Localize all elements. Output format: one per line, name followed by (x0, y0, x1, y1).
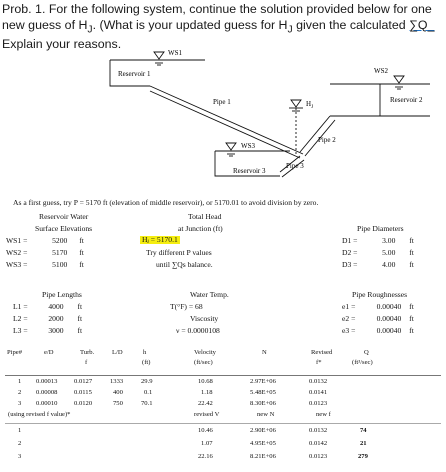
table-cell: 4.95E+05 (250, 440, 276, 447)
unit-label: ft (79, 260, 84, 269)
table-cell: 0.0142 (309, 440, 328, 447)
water-surface-icon (226, 143, 236, 150)
col-subheader-fstar: f* (316, 359, 322, 366)
col-subheader-ft: (ft) (142, 359, 151, 366)
unit-label: ft (79, 248, 84, 257)
diameters-header: Pipe Diameters (357, 224, 404, 233)
col-header-pipe: Pipe# (7, 349, 23, 356)
col-header-nr: N (262, 349, 267, 356)
col-header-ld: L/D (112, 349, 123, 356)
water-surface-icon (291, 100, 301, 107)
prompt-sum-q: ∑Q (409, 17, 428, 32)
d1-value: 3.00 (382, 236, 396, 245)
water-temp-value: T(°F) = 68 (170, 302, 203, 311)
col-header-new-f: new f (316, 411, 331, 418)
table-top-rule (5, 375, 441, 376)
water-surface-icon (394, 76, 404, 83)
e1-value: 0.00040 (376, 302, 402, 311)
e2-label: e2 = (342, 314, 356, 323)
unit-label: ft (409, 326, 414, 335)
e2-value: 0.00040 (376, 314, 402, 323)
total-head-note-2: until ∑Qs balance. (156, 260, 213, 269)
e3-label: e3 = (342, 326, 356, 335)
table-cell: 3 (18, 400, 22, 407)
col-header-ed: e/D (44, 349, 54, 356)
table-cell: 0.1 (144, 389, 153, 396)
table-mid-rule (5, 423, 441, 424)
viscosity-label: Viscosity (190, 314, 219, 323)
first-guess-note: As a first guess, try P = 5170 ft (elevation of middle reservoir), or 5170.01 to avoid division by zero. (13, 198, 319, 207)
three-reservoir-diagram (0, 44, 446, 190)
d1-row (342, 237, 414, 245)
table-cell: 10.46 (198, 427, 213, 434)
reservoir-3-label: Reservoir 3 (233, 167, 266, 175)
viscosity-value: ν = 0.0000108 (176, 326, 220, 335)
table-cell: 0.00010 (36, 400, 58, 407)
table-cell: 70.1 (141, 400, 153, 407)
hj-guess-value: Hⱼ = 5170.1 (142, 235, 178, 244)
table-cell: 1.07 (201, 440, 213, 447)
ws1-label: WS1 = (6, 236, 28, 245)
unit-label: ft (79, 236, 84, 245)
col-subheader-f: f (85, 359, 88, 366)
total-head-header-1: Total Head (188, 212, 222, 221)
hj-subscript: J (311, 105, 314, 110)
col-header-turb: Turb. (80, 349, 95, 356)
table-cell: 3 (18, 453, 22, 460)
pipe-1 (150, 86, 303, 158)
prompt-text: new guess of H (2, 17, 88, 32)
table-cell: 1333 (110, 378, 124, 385)
l3-label: L3 = (13, 326, 28, 335)
table-cell: 2.90E+06 (250, 427, 276, 434)
lengths-header: Pipe Lengths (42, 290, 82, 299)
reservoir-1-label: Reservoir 1 (118, 70, 151, 78)
col-subheader-ftsec: (ft/sec) (194, 359, 213, 366)
l3-value: 3000 (48, 326, 64, 335)
elevations-header-1: Reservoir Water (39, 212, 89, 221)
table-cell: 0.00013 (36, 378, 58, 385)
table-cell: 0.0120 (74, 400, 93, 407)
table-cell: 8.30E+06 (250, 400, 276, 407)
table-cell: 2 (18, 389, 22, 396)
table-cell: 1 (18, 427, 22, 434)
table-cell: 1 (18, 378, 22, 385)
pipe-2-label: Pipe 2 (318, 136, 336, 144)
ws3-label: WS3 (241, 142, 255, 150)
prompt-underscore: _ (427, 17, 435, 32)
unit-label: ft (409, 248, 414, 257)
e1-row (342, 303, 414, 311)
table-cell: 22.16 (198, 453, 213, 460)
col-header-q: Q (364, 349, 369, 356)
hj-letter: H (306, 100, 312, 108)
ws1-label: WS1 (168, 49, 182, 57)
junction-head-marker (289, 100, 303, 154)
revised-label: (using revised f value)* (8, 411, 71, 418)
water-surface-icon (154, 52, 164, 59)
l1-row (13, 303, 82, 311)
l2-value: 2000 (48, 314, 64, 323)
ws2-label: WS2 (374, 67, 388, 75)
ws3-value: 5100 (52, 260, 68, 269)
table-cell: 0.0115 (74, 389, 92, 396)
col-subheader-ft3sec: (ft³/sec) (352, 359, 373, 366)
prompt-subscript: J (87, 23, 93, 35)
table-cell: 10.68 (198, 378, 213, 385)
l2-label: L2 = (13, 314, 28, 323)
table-cell: 2 (18, 440, 22, 447)
d2-row (342, 249, 414, 257)
pipe-3-label: Pipe 3 (286, 162, 304, 170)
ws3-label: WS3 = (6, 260, 28, 269)
ws1-row (6, 237, 84, 245)
col-header-new-nr: new N (257, 411, 275, 418)
d2-label: D2 = (342, 248, 358, 257)
table-cell: 0.0123 (309, 453, 328, 460)
total-head-note-1: Try different P values (146, 248, 212, 257)
col-header-velocity: Velocity (194, 349, 216, 356)
table-cell: 29.9 (141, 378, 153, 385)
ws1-value: 5200 (52, 236, 68, 245)
unit-label: ft (409, 314, 414, 323)
prompt-subscript: J (287, 23, 293, 35)
pipe-1-label: Pipe 1 (213, 98, 231, 106)
table-cell: 22.42 (198, 400, 213, 407)
d2-value: 5.00 (382, 248, 396, 257)
elevations-header-2: Surface Elevations (35, 224, 93, 233)
col-header-revised: Revised (311, 349, 333, 356)
table-cell: 2.97E+06 (250, 378, 276, 385)
table-cell: 0.0141 (309, 389, 328, 396)
unit-label: ft (77, 302, 83, 311)
prompt-text: given the calculated (292, 17, 410, 32)
table-cell: 1.18 (201, 389, 213, 396)
total-head-header-2: at Junction (ft) (178, 224, 223, 233)
table-cell: 0.0132 (309, 427, 328, 434)
col-header-revised-v: revised V (194, 411, 220, 418)
table-cell-q: 74 (360, 427, 367, 434)
col-header-hf: h (143, 349, 147, 356)
d3-label: D3 = (342, 260, 358, 269)
table-cell: 8.21E+06 (250, 453, 276, 460)
l2-row (13, 315, 82, 323)
hj-label (306, 100, 313, 110)
d3-row (342, 261, 414, 269)
reservoir-1 (110, 52, 205, 86)
table-cell: 0.0127 (74, 378, 93, 385)
prompt-line-2 (2, 18, 444, 38)
ws2-label: WS2 = (6, 248, 28, 257)
prompt-text: . (What is your updated guess for H (92, 17, 288, 32)
unit-label: ft (409, 260, 414, 269)
e3-value: 0.00040 (376, 326, 402, 335)
unit-label: ft (77, 326, 83, 335)
water-temp-header: Water Temp. (190, 290, 229, 299)
l1-value: 4000 (48, 302, 64, 311)
e3-row (342, 327, 414, 335)
table-cell: 0.0123 (309, 400, 328, 407)
table-cell-q: 279 (358, 453, 368, 460)
l3-row (13, 327, 82, 335)
ws2-row (6, 249, 84, 257)
d1-label: D1 = (342, 236, 358, 245)
unit-label: ft (77, 314, 83, 323)
unit-label: ft (409, 236, 414, 245)
e1-label: e1 = (342, 302, 356, 311)
reservoir-2-label: Reservoir 2 (390, 96, 423, 104)
prompt-line-3: Explain your reasons. (2, 37, 122, 52)
ws2-value: 5170 (52, 248, 68, 257)
table-cell: 5.48E+05 (250, 389, 276, 396)
l1-label: L1 = (13, 302, 28, 311)
ws3-row (6, 261, 84, 269)
e2-row (342, 315, 414, 323)
table-cell: 400 (113, 389, 123, 396)
table-cell: 0.0132 (309, 378, 328, 385)
table-cell-q: 21 (360, 440, 367, 447)
roughness-header: Pipe Roughnesses (352, 290, 408, 299)
prompt-line-1: Prob. 1. For the following system, continue the solution provided below for one (2, 2, 432, 16)
d3-value: 4.00 (382, 260, 396, 269)
table-cell: 0.00008 (36, 389, 58, 396)
unit-label: ft (409, 302, 414, 311)
table-cell: 750 (113, 400, 123, 407)
